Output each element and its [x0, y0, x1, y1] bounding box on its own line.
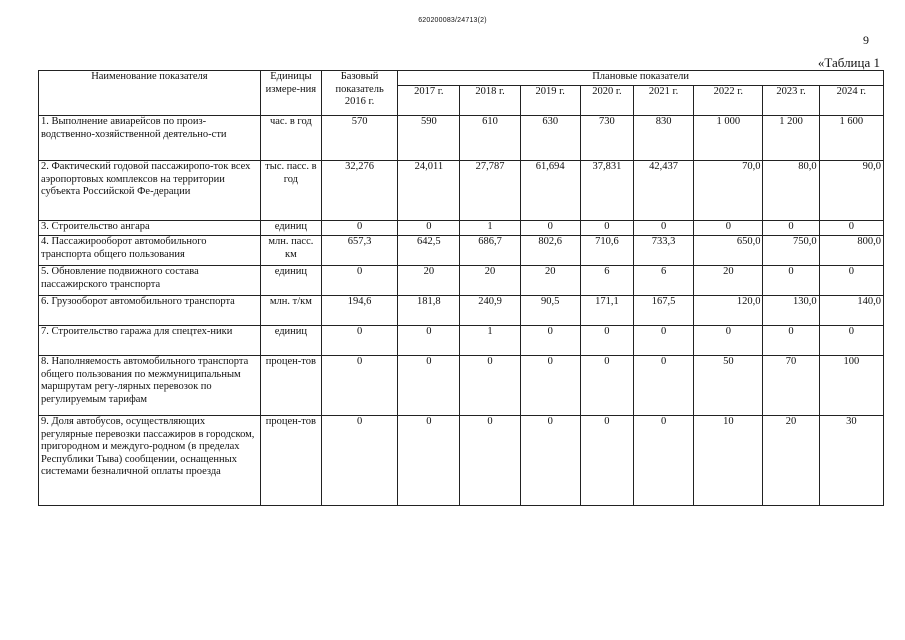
header-unit: Единицы измере-ния: [260, 71, 321, 116]
base-value: 0: [321, 266, 397, 296]
plan-value: 20: [398, 266, 460, 296]
plan-value: 70: [763, 356, 819, 416]
plan-value: 686,7: [460, 236, 520, 266]
plan-value: 0: [694, 221, 763, 236]
header-year: 2024 г.: [819, 86, 883, 116]
plan-value: 1: [460, 326, 520, 356]
plan-value: 27,787: [460, 161, 520, 221]
indicator-unit: час. в год: [260, 116, 321, 161]
plan-value: 800,0: [819, 236, 883, 266]
base-value: 0: [321, 221, 397, 236]
plan-value: 0: [819, 326, 883, 356]
table-row: [39, 326, 884, 356]
plan-value: 167,5: [634, 296, 694, 326]
plan-value: 120,0: [694, 296, 763, 326]
base-value: 0: [321, 326, 397, 356]
base-value: 570: [321, 116, 397, 161]
document-code: 620200083/24713(2): [418, 17, 487, 24]
indicator-unit: тыс. пасс. в год: [260, 161, 321, 221]
indicator-name: 6. Грузооборот автомобильного транспорта: [39, 296, 261, 326]
table-row: [39, 356, 884, 416]
plan-value: 24,011: [398, 161, 460, 221]
base-value: 194,6: [321, 296, 397, 326]
plan-value: 0: [819, 221, 883, 236]
indicator-unit: млн. пасс. км: [260, 236, 321, 266]
plan-value: 733,3: [634, 236, 694, 266]
plan-value: 1: [460, 221, 520, 236]
plan-value: 0: [398, 326, 460, 356]
header-year: 2021 г.: [634, 86, 694, 116]
header-year: 2018 г.: [460, 86, 520, 116]
plan-value: 70,0: [694, 161, 763, 221]
plan-value: 0: [580, 221, 633, 236]
header-year: 2022 г.: [694, 86, 763, 116]
plan-value: 100: [819, 356, 883, 416]
indicator-unit: единиц: [260, 326, 321, 356]
indicator-name: 2. Фактический годовой пассажиропо-ток всех аэропортовых комплексов на территории субъекта Российской Фе-дерации: [39, 161, 261, 221]
plan-value: 0: [763, 221, 819, 236]
plan-value: 240,9: [460, 296, 520, 326]
plan-value: 0: [398, 356, 460, 416]
table-row: [39, 116, 884, 161]
plan-value: 0: [694, 326, 763, 356]
plan-value: 0: [580, 326, 633, 356]
plan-value: 10: [694, 416, 763, 506]
plan-value: 802,6: [520, 236, 580, 266]
base-value: 657,3: [321, 236, 397, 266]
header-base: Базовый показатель 2016 г.: [321, 71, 397, 116]
plan-value: 0: [398, 221, 460, 236]
plan-value: 710,6: [580, 236, 633, 266]
indicator-unit: млн. т/км: [260, 296, 321, 326]
table-row: [39, 161, 884, 221]
plan-value: 590: [398, 116, 460, 161]
plan-value: 30: [819, 416, 883, 506]
table-row: [39, 221, 884, 236]
plan-value: 630: [520, 116, 580, 161]
plan-value: 0: [580, 356, 633, 416]
table-body: [39, 116, 884, 506]
plan-value: 0: [819, 266, 883, 296]
plan-value: 0: [634, 416, 694, 506]
plan-value: 0: [634, 326, 694, 356]
plan-value: 610: [460, 116, 520, 161]
plan-value: 750,0: [763, 236, 819, 266]
plan-value: 80,0: [763, 161, 819, 221]
base-value: 32,276: [321, 161, 397, 221]
indicator-name: 5. Обновление подвижного состава пассажирского транспорта: [39, 266, 261, 296]
plan-value: 0: [580, 416, 633, 506]
plan-value: 0: [398, 416, 460, 506]
plan-value: 37,831: [580, 161, 633, 221]
indicator-name: 9. Доля автобусов, осуществляющих регулярные перевозки пассажиров в городском, пригородном и междуго-родном (в пределах Республики Тыва) сообщении, оснащенных системами безналичной оплаты проезда: [39, 416, 261, 506]
plan-value: 0: [460, 356, 520, 416]
indicator-name: 4. Пассажирооборот автомобильного транспорта общего пользования: [39, 236, 261, 266]
plan-value: 0: [520, 326, 580, 356]
header-year: 2017 г.: [398, 86, 460, 116]
indicator-unit: процен-тов: [260, 416, 321, 506]
plan-value: 1 200: [763, 116, 819, 161]
plan-value: 6: [580, 266, 633, 296]
plan-value: 0: [763, 326, 819, 356]
indicator-name: 3. Строительство ангара: [39, 221, 261, 236]
plan-value: 140,0: [819, 296, 883, 326]
plan-value: 0: [520, 416, 580, 506]
table-caption: «Таблица 1: [817, 55, 880, 70]
plan-value: 6: [634, 266, 694, 296]
indicator-unit: процен-тов: [260, 356, 321, 416]
plan-value: 61,694: [520, 161, 580, 221]
plan-value: 20: [520, 266, 580, 296]
indicator-name: 1. Выполнение авиарейсов по произ-водственно-хозяйственной деятельно-сти: [39, 116, 261, 161]
header-plan: Плановые показатели: [398, 71, 884, 86]
table-row: [39, 416, 884, 506]
plan-value: 642,5: [398, 236, 460, 266]
plan-value: 0: [634, 356, 694, 416]
base-value: 0: [321, 356, 397, 416]
plan-value: 20: [460, 266, 520, 296]
header-name: Наименование показателя: [39, 71, 261, 116]
plan-value: 650,0: [694, 236, 763, 266]
plan-value: 1 000: [694, 116, 763, 161]
header-year: 2023 г.: [763, 86, 819, 116]
plan-value: 171,1: [580, 296, 633, 326]
page-number: 9: [863, 33, 869, 47]
table-row: [39, 296, 884, 326]
indicator-name: 7. Строительство гаража для спецтех-ники: [39, 326, 261, 356]
plan-value: 0: [520, 356, 580, 416]
plan-value: 90,5: [520, 296, 580, 326]
plan-value: 830: [634, 116, 694, 161]
indicators-table: [38, 70, 884, 506]
plan-value: 20: [763, 416, 819, 506]
plan-value: 0: [520, 221, 580, 236]
plan-value: 0: [763, 266, 819, 296]
indicator-name: 8. Наполняемость автомобильного транспорта общего пользования по межмуниципальным маршрутам регу-лярных перевозок по регулируемым тарифам: [39, 356, 261, 416]
plan-value: 50: [694, 356, 763, 416]
plan-value: 0: [634, 221, 694, 236]
plan-value: 130,0: [763, 296, 819, 326]
plan-value: 42,437: [634, 161, 694, 221]
header-year: 2019 г.: [520, 86, 580, 116]
table-row: [39, 266, 884, 296]
plan-value: 730: [580, 116, 633, 161]
plan-value: 181,8: [398, 296, 460, 326]
base-value: 0: [321, 416, 397, 506]
header-row: [39, 71, 884, 86]
table-row: [39, 236, 884, 266]
plan-value: 0: [460, 416, 520, 506]
indicator-unit: единиц: [260, 266, 321, 296]
plan-value: 20: [694, 266, 763, 296]
indicator-unit: единиц: [260, 221, 321, 236]
plan-value: 90,0: [819, 161, 883, 221]
header-year: 2020 г.: [580, 86, 633, 116]
plan-value: 1 600: [819, 116, 883, 161]
